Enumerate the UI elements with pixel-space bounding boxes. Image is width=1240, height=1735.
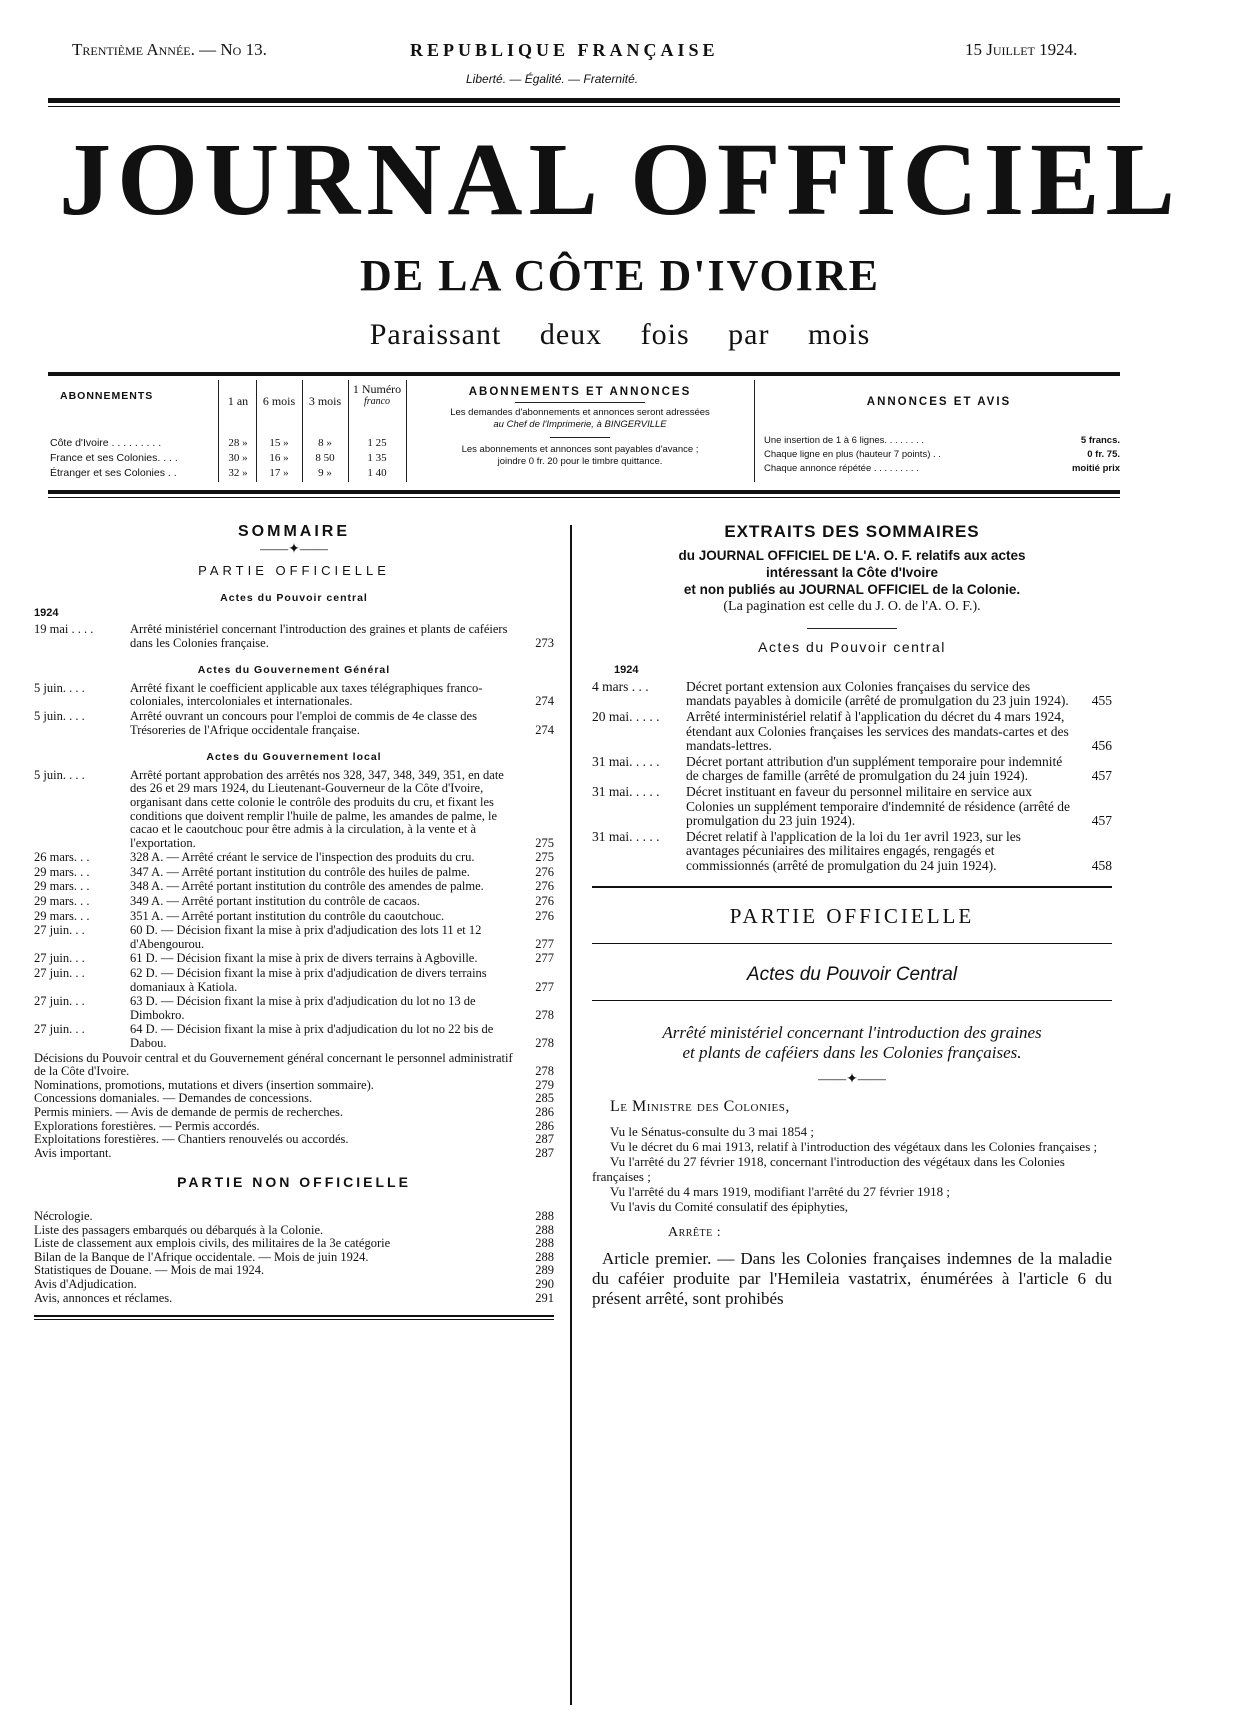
middle-text-1: Les demandes d'abonnements et annonces seront adressées bbox=[450, 407, 710, 418]
annonce-value: 0 fr. 75. bbox=[1087, 449, 1120, 460]
sommaire-entry: 19 mai . . . . Arrêté ministériel concernant l'introduction des graines et plants de caféiers dans les Colonies française. 273 bbox=[34, 621, 554, 650]
subs-heading: ABONNEMENTS bbox=[60, 390, 154, 402]
sommaire-entry: 27 juin. . . 63 D. — Décision fixant la mise à prix d'adjudication du lot no 13 de Dimbokro. 278 bbox=[34, 994, 554, 1022]
sommaire-entry: 5 juin. . . . Arrêté ouvrant un concours pour l'emploi de commis de 4e classe des Trésoreries de l'Afrique occidentale française. 274 bbox=[34, 708, 554, 737]
extraits-entry: 4 mars . . . Décret portant extension aux Colonies françaises du service des mandats payables à domicile (arrêté de promulgation du 23 juin 1924). 455 bbox=[592, 678, 1112, 709]
middle-text-3: Les abonnements et annonces sont payables d'avance ; bbox=[461, 444, 699, 455]
annonce-label: Une insertion de 1 à 6 lignes. . . . . . . . bbox=[764, 435, 925, 446]
sommaire-entry: Exploitations forestières. — Chantiers renouvelés ou accordés. 287 bbox=[34, 1132, 554, 1147]
sommaire-entry: 27 juin. . . 62 D. — Décision fixant la mise à prix d'adjudication de divers terrains domaniaux à Katiola. 277 bbox=[34, 966, 554, 994]
sommaire-entry: Avis d'Adjudication. 290 bbox=[34, 1276, 554, 1291]
sommaire-entry: 27 juin. . . 60 D. — Décision fixant la mise à prix d'adjudication des lots 11 et 12 d'Abengourou. 277 bbox=[34, 923, 554, 951]
top-rule-thin bbox=[48, 106, 1120, 107]
subscriptions-box bbox=[50, 380, 1120, 482]
middle-heading: ABONNEMENTS ET ANNONCES bbox=[468, 386, 692, 398]
annonce-value: 5 francs. bbox=[1080, 435, 1120, 446]
arrete-label: Arrête : bbox=[668, 1224, 722, 1240]
ministre: Le Ministre des Colonies, bbox=[610, 1098, 790, 1116]
body-actes: Actes du Pouvoir Central bbox=[746, 964, 958, 986]
ornament: ——✦—— bbox=[818, 1071, 886, 1087]
sommaire-entry: 27 juin. . . 61 D. — Décision fixant la mise à prix de divers terrains à Agboville. 277 bbox=[34, 951, 554, 966]
sommaire-entry: 27 juin. . . 64 D. — Décision fixant la mise à prix d'adjudication du lot no 22 bis de Dabou. 278 bbox=[34, 1022, 554, 1050]
subs-row-label: Côte d'Ivoire . . . . . . . . . bbox=[50, 437, 162, 449]
sub-rule-bottom-thin bbox=[48, 497, 1120, 498]
col-3mois: 3 mois bbox=[308, 394, 342, 408]
sommaire-entry: Liste de classement aux emplois civils, des militaires de la 3e catégorie 288 bbox=[34, 1236, 554, 1251]
annonce-label: Chaque annonce répétée . . . . . . . . . bbox=[764, 463, 919, 474]
middle-text-4: joindre 0 fr. 20 pour le timbre quittance. bbox=[497, 456, 663, 467]
issue-date: 15 Juillet 1924. bbox=[965, 40, 1078, 59]
sommaire-entry: Décisions du Pouvoir central et du Gouvernement général concernant le personnel administratif de la Côte d'Ivoire. 278 bbox=[34, 1050, 554, 1079]
sec-pouvoir-central: Actes du Pouvoir central bbox=[220, 591, 368, 604]
sommaire-entry: Avis important. 287 bbox=[34, 1145, 554, 1160]
price-cell: 28 » bbox=[228, 437, 248, 449]
extraits-entry: 20 mai. . . . . Arrêté interministériel relatif à l'application du décret du 4 mars 1924, étendant aux Colonies françaises les services des mandats-cartes et des mandats-lettres. 456 bbox=[592, 708, 1112, 754]
vu-line: Vu l'avis du Comité consulatif des épiphyties, bbox=[610, 1198, 849, 1214]
journal-title: JOURNAL OFFICIEL bbox=[59, 122, 1181, 237]
price-cell: 8 » bbox=[318, 437, 332, 449]
top-rule bbox=[48, 98, 1120, 103]
annonce-value: moitié prix bbox=[1071, 463, 1120, 474]
motto: Liberté. — Égalité. — Fraternité. bbox=[466, 72, 639, 86]
sommaire-end-rule-thin bbox=[34, 1319, 554, 1320]
sommaire-entry: 29 mars. . . 347 A. — Arrêté portant institution du contrôle des huiles de palme. 276 bbox=[34, 864, 554, 879]
arrete-title-2: et plants de caféiers dans les Colonies françaises. bbox=[682, 1042, 1022, 1062]
sommaire-entry: Nominations, promotions, mutations et divers (insertion sommaire). 279 bbox=[34, 1077, 554, 1092]
col-1an: 1 an bbox=[227, 394, 249, 408]
sommaire-end-rule bbox=[34, 1315, 554, 1317]
sec-gouvernement-general: Actes du Gouvernement Général bbox=[197, 664, 391, 677]
sommaire-entry: Concessions domaniales. — Demandes de concessions. 285 bbox=[34, 1091, 554, 1106]
right-column bbox=[592, 522, 1112, 1309]
extraits-line-3: et non publiés au JOURNAL OFFICIEL de la Colonie. bbox=[683, 581, 1021, 597]
sommaire-entry: Bilan de la Banque de l'Afrique occidentale. — Mois de juin 1924. 288 bbox=[34, 1249, 554, 1264]
sommaire-title: SOMMAIRE bbox=[238, 523, 350, 540]
col-6mois: 6 mois bbox=[262, 394, 296, 408]
extraits-year: 1924 bbox=[614, 664, 639, 677]
price-cell: 1 40 bbox=[367, 467, 387, 479]
sec-gouvernement-local: Actes du Gouvernement local bbox=[206, 751, 382, 764]
right-heading: ANNONCES ET AVIS bbox=[866, 396, 1012, 408]
sommaire-entry: 26 mars. . . 328 A. — Arrêté créant le service de l'inspection des produits du cru. 275 bbox=[34, 850, 554, 865]
col-franco: franco bbox=[363, 396, 391, 407]
sommaire-entry: Statistiques de Douane. — Mois de mai 1924. 289 bbox=[34, 1263, 554, 1278]
article-premier: Article premier. — Dans les Colonies françaises indemnes de la maladie du caféier produite par l'Hemileia vastatrix, énumérées à l'article 6 du présent arrêté, sont prohibés bbox=[592, 1249, 1112, 1309]
price-cell: 1 25 bbox=[367, 437, 387, 449]
extraits-line-2: intéressant la Côte d'Ivoire bbox=[765, 564, 938, 580]
extraits-entry: 31 mai. . . . . Décret relatif à l'application de la loi du 1er avril 1923, sur les avantages pécuniaires des militaires engagés, rengagés et commissionnés (arrêté de promulgation du 24 juin 1924). 458 bbox=[592, 828, 1112, 873]
rule bbox=[592, 1000, 1112, 1001]
extraits-end-rule bbox=[592, 886, 1112, 888]
ornament: ——✦—— bbox=[260, 541, 328, 557]
partie-officielle-label: PARTIE OFFICIELLE bbox=[198, 563, 390, 579]
vu-line: Vu l'arrêté du 27 février 1918, concernant l'introduction des végétaux dans les Colonies françaises ; bbox=[592, 1153, 1065, 1184]
middle-text-2: au Chef de l'Imprimerie, à BINGERVILLE bbox=[493, 419, 667, 430]
body-partie-officielle: PARTIE OFFICIELLE bbox=[729, 903, 975, 928]
extraits-line-4: (La pagination est celle du J. O. de l'A. O. F.). bbox=[723, 598, 981, 614]
sommaire-entry: 29 mars. . . 351 A. — Arrêté portant institution du contrôle du caoutchouc. 276 bbox=[34, 908, 554, 923]
vu-line: Vu l'arrêté du 4 mars 1919, modifiant l'arrêté du 27 février 1918 ; bbox=[610, 1183, 950, 1199]
sommaire-column bbox=[34, 525, 554, 1320]
sommaire-entry: 29 mars. . . 348 A. — Arrêté portant institution du contrôle des amendes de palme. 276 bbox=[34, 879, 554, 894]
extraits-entry: 31 mai. . . . . Décret portant attribution d'un supplément temporaire pour indemnité de charges de famille (arrêté de promulgation du 24 juin 1924). 457 bbox=[592, 753, 1112, 784]
price-cell: 8 50 bbox=[315, 452, 335, 464]
price-cell: 30 » bbox=[228, 452, 248, 464]
sommaire-entry: Liste des passagers embarqués ou débarqués à la Colonie. 288 bbox=[34, 1222, 554, 1237]
sub-rule-bottom bbox=[48, 490, 1120, 494]
sommaire-entry: 5 juin. . . . Arrêté fixant le coefficient applicable aux taxes télégraphiques franco-coloniales, intercoloniales et internationales. 274 bbox=[34, 680, 554, 709]
partie-non-officielle-label: PARTIE NON OFFICIELLE bbox=[177, 1174, 411, 1191]
extraits-sec: Actes du Pouvoir central bbox=[758, 638, 946, 655]
price-cell: 15 » bbox=[269, 437, 289, 449]
price-cell: 17 » bbox=[269, 467, 289, 479]
arrete-title-1: Arrêté ministériel concernant l'introduction des graines bbox=[662, 1022, 1042, 1042]
sommaire-entry: Avis, annonces et réclames. 291 bbox=[34, 1290, 554, 1305]
sommaire-entry: Explorations forestières. — Permis accordés. 286 bbox=[34, 1118, 554, 1133]
vu-line: Vu le Sénatus-consulte du 3 mai 1854 ; bbox=[610, 1123, 814, 1139]
sommaire-entry: Nécrologie. 288 bbox=[34, 1208, 554, 1223]
sommaire-entry: 29 mars. . . 349 A. — Arrêté portant institution du contrôle de cacaos. 276 bbox=[34, 894, 554, 909]
subs-row-label: Étranger et ses Colonies . . bbox=[50, 467, 177, 479]
annonce-label: Chaque ligne en plus (hauteur 7 points) . . bbox=[764, 449, 941, 460]
sommaire-entry: 5 juin. . . . Arrêté portant approbation des arrêtés nos 328, 347, 348, 349, 351, en date des 26 et 29 mars 1924, du Lieutenant-Gouverneur de la Côte d'Ivoire, organisant dans cette colonie le contrôle des produits du cru, et fixant les conditions que doivent remplir l'huile de palme, les amandes de palme, le cacao et le caoutchouc pour être admis à la circulation, à la vente et à l'exportation. 275 bbox=[34, 767, 554, 850]
price-cell: 32 » bbox=[228, 467, 248, 479]
price-cell: 9 » bbox=[318, 467, 332, 479]
rule bbox=[592, 943, 1112, 944]
subs-row-label: France et ses Colonies. . . . bbox=[50, 452, 178, 464]
extraits-title: EXTRAITS DES SOMMAIRES bbox=[724, 522, 980, 541]
republic-title: REPUBLIQUE FRANÇAISE bbox=[410, 40, 719, 60]
journal-subtitle: DE LA CÔTE D'IVOIRE bbox=[359, 251, 880, 300]
price-cell: 1 35 bbox=[367, 452, 387, 464]
extraits-line-1: du JOURNAL OFFICIEL DE L'A. O. F. relatifs aux actes bbox=[678, 547, 1026, 563]
col-numero: 1 Numéro bbox=[352, 382, 402, 396]
sub-rule-top bbox=[48, 372, 1120, 376]
extraits-entry: 31 mai. . . . . Décret instituant en faveur du personnel militaire en service aux Colonies un supplément temporaire d'indemnité de résidence (arrêté de promulgation du 23 juin 1924). 457 bbox=[592, 783, 1112, 829]
year-issue: Trentième Année. — No 13. bbox=[72, 40, 267, 59]
vu-line: Vu le décret du 6 mai 1913, relatif à l'introduction des végétaux dans les Colonies françaises ; bbox=[610, 1138, 1098, 1154]
price-cell: 16 » bbox=[269, 452, 289, 464]
column-divider bbox=[570, 525, 572, 1705]
frequency: Paraissant deux fois par mois bbox=[369, 318, 871, 351]
year-label: 1924 bbox=[34, 607, 59, 620]
sommaire-entry: Permis miniers. — Avis de demande de permis de recherches. 286 bbox=[34, 1104, 554, 1119]
